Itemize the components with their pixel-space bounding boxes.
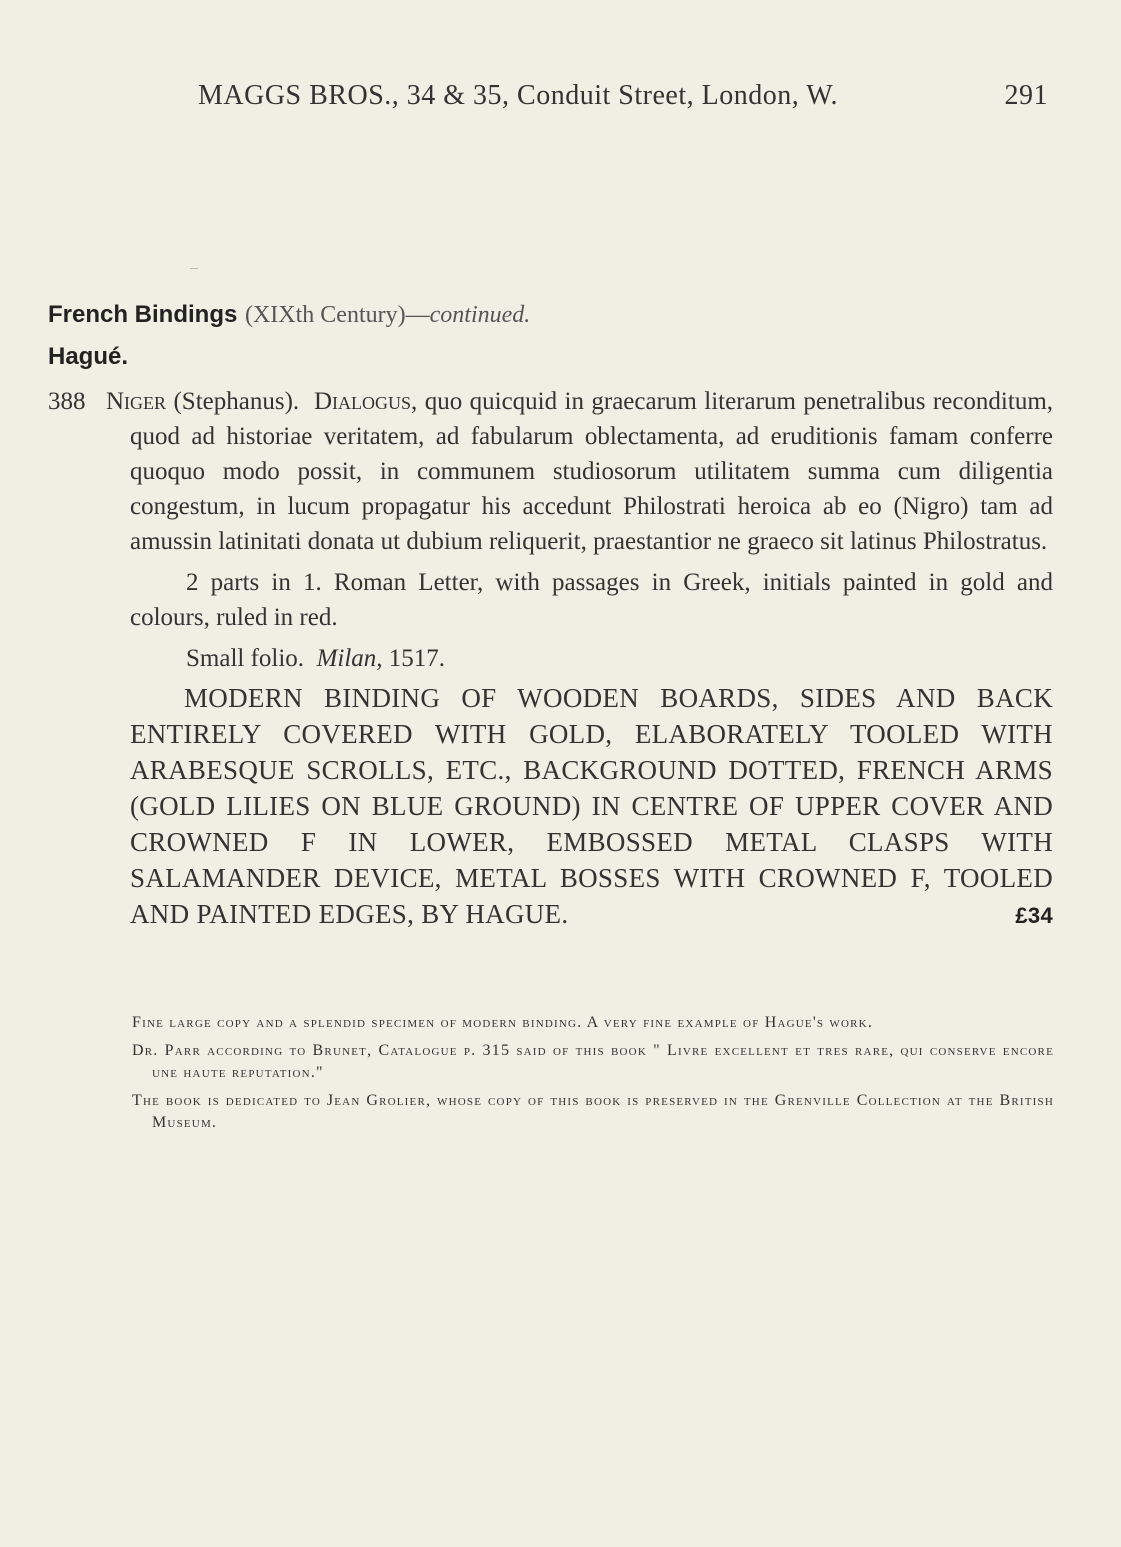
- entry-author: Niger: [106, 388, 167, 415]
- entry-author-rest: (Stephanus).: [173, 388, 300, 415]
- section-continued: continued.: [429, 302, 531, 328]
- entry-imprint: [48, 641, 1053, 676]
- stray-mark: [190, 268, 198, 269]
- entry-binding: [48, 680, 1053, 932]
- entry-format: Small folio.: [186, 645, 305, 672]
- entry-description: [48, 384, 1053, 559]
- entry-price: £34: [1015, 903, 1053, 928]
- entry-binding-text: MODERN BINDING OF WOODEN BOARDS, SIDES AND BACK ENTIRELY COVERED WITH GOLD, ELABORATELY TOOLED WITH ARABESQUE SCROLLS, ETC., BACKGROUND DOTTED, FRENCH ARMS (GOLD LILIES ON BLUE GROUND) IN CENTRE OF UPPER COVER AND CROWNED F IN LOWER, EMBOSSED METAL CLASPS WITH SALAMANDER DEVICE, METAL BOSSES WITH CROWNED F, TOOLED AND PAINTED EDGES, BY HAGUE.: [130, 683, 1053, 929]
- section-heading: [48, 300, 530, 329]
- entry-collation: 2 parts in 1. Roman Letter, with passages in Greek, initials painted in gold and colours, ruled in red.: [130, 569, 1053, 631]
- entry-year: 1517.: [388, 645, 446, 672]
- note-item: The book is dedicated to Jean Grolier, whose copy of this book is preserved in the Grenville Collection at the British Museum.: [132, 1092, 1054, 1131]
- binder-subheading: Hagué.: [48, 343, 129, 370]
- page-number: 291: [1004, 80, 1048, 111]
- entry-notes: [132, 1012, 1054, 1140]
- note-item: Dr. Parr according to Brunet, Catalogue p. 315 said of this book " Livre excellent et tres rare, qui conserve encore une haute reputation.": [132, 1042, 1054, 1081]
- running-title: MAGGS BROS., 34 & 35, Conduit Street, London, W.: [198, 80, 839, 111]
- catalogue-entry: [48, 384, 1053, 934]
- section-period: (XIXth Century)—: [244, 302, 430, 328]
- entry-place: Milan,: [316, 645, 383, 672]
- entry-number: 388: [48, 388, 86, 415]
- running-head: [198, 80, 1048, 112]
- section-title: French Bindings: [48, 301, 238, 328]
- entry-description-text: quo quicquid in graecarum literarum penetralibus reconditum, quod ad historiae veritatem, ad fabularum oblectamenta, ad eruditionis famam conferre quoquo modo possit, in communem studiosorum utilitatem summa cum diligentia congestum, in lucum propagatur his accedunt Philostrati heroica ab eo (Nigro) tam ad amussin latinitati donata ut dubium reliquerit, praestantior ne graeco sit latinus Philostratus.: [130, 388, 1054, 555]
- note-item: Fine large copy and a splendid specimen of modern binding. A very fine example of Hague's work.: [132, 1014, 874, 1031]
- entry-title: Dialogus,: [313, 388, 418, 415]
